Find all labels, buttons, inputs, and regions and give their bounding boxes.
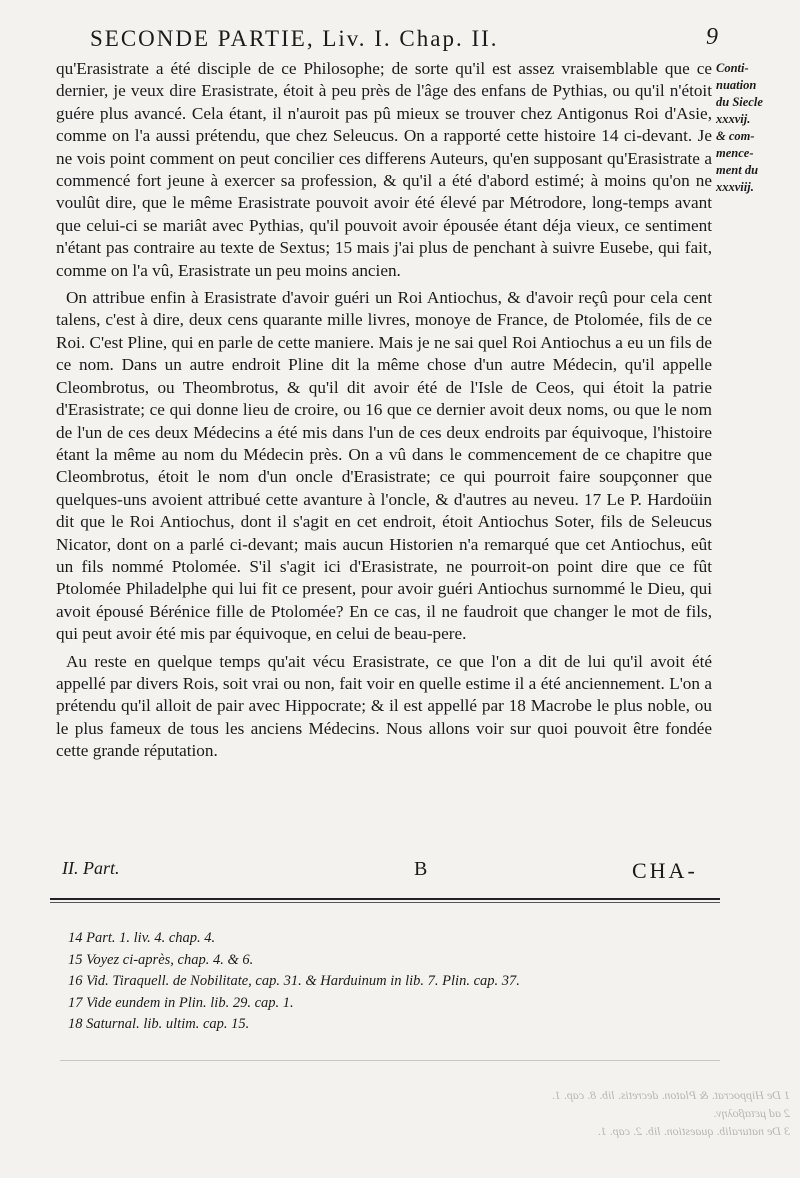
footnote: 18 Saturnal. lib. ultim. cap. 15. (68, 1016, 250, 1032)
margin-note-line: Conti- (716, 61, 749, 75)
bleed-line: 3 De naturalib. quaestion. lib. 2. cap. 1. (597, 1124, 790, 1138)
margin-note-line: nuation (716, 78, 757, 92)
body-text (56, 58, 712, 768)
margin-note-line: xxxvij. (716, 112, 751, 126)
page-number: 9 (706, 24, 718, 50)
margin-note-line: mence- (716, 146, 754, 160)
margin-note-line: ment du (716, 163, 759, 177)
bleed-line: 1 De Hippocrat. & Platon. decretis. lib. 8. cap. 1. (551, 1088, 790, 1102)
paragraph-2: On attribue enfin à Erasistrate d'avoir guéri un Roi Antiochus, & d'avoir reçû pour cela cent talens, c'est à dire, deux cens quarante mille livres, monoye de France, de Ptolomée, fils de ce Roi. C'est Pline, qui en parle de cette maniere. Mais je ne sai quel Roi Antiochus a eu un fils de ce nom. Dans un autre endroit Pline dit la même chose d'un autre Médecin, qu'il appelle Cleombrotus, ou Theombrotus, & qu'il dit avoir été de l'Isle de Ceos, qui étoit la patrie d'Erasistrate; ce qui donne lieu de croire, ou 16 que ce dernier avoit deux noms, ou que le nom de l'un de ces deux Médecins a été mis dans l'un de ces deux endroits par équivoque, l'histoire étant la même au nom du Médecin près. On a vû dans le commencement de ce chapitre que Cleombrotus, étoit le nom d'un oncle d'Erasistrate; ce qui pourroit faire soupçonner que quelques-uns avoient attribué cette avanture à l'oncle, & d'autres au neveu. 17 Le P. Hardoüin dit que le Roi Antiochus, dont il s'agit en cet endroit, étoit Antiochus Soter, fils de Seleucus Nicator, dont on a parlé ci-devant; mais aucun Historien n'a remarqué que cet Antiochus, eût un fils nommé Ptolomée. S'il s'agit ici d'Erasistrate, ne pourroit-on point dire que ce fût Ptolomée Philadelphe qui lui fit ce present, pour avoir guéri Antiochus surnommé le Dieu, qui avoit épousé Bérénice fille de Ptolomée? En ce cas, il ne faudroit que changer le mot de fils, qui peut avoir été mis par équivoque, en celui de beau-pere. (56, 288, 712, 644)
margin-note-line: & com- (716, 129, 755, 143)
bleed-through-text (470, 1086, 790, 1140)
margin-note (716, 60, 800, 196)
footnote-divider (50, 898, 720, 900)
footnote: 14 Part. 1. liv. 4. chap. 4. (68, 930, 216, 946)
footnote: 16 Vid. Tiraquell. de Nobilitate, cap. 31. & Harduinum in lib. 7. Plin. cap. 37. (68, 973, 520, 989)
footnote: 15 Voyez ci-après, chap. 4. & 6. (68, 951, 254, 968)
part-label: II. Part. (62, 858, 120, 878)
footnote-divider-thin (50, 902, 720, 903)
margin-note-line: du Siecle (716, 95, 763, 109)
footnotes (68, 928, 718, 1036)
catchword: CHA- (632, 858, 698, 883)
bleed-line: 2 ad μεταβολην. (713, 1106, 790, 1120)
signature-mark: B (414, 858, 428, 880)
footnote: 17 Vide eundem in Plin. lib. 29. cap. 1. (68, 994, 294, 1011)
paragraph-3: Au reste en quelque temps qu'ait vécu Erasistrate, ce que l'on a dit de lui qu'il avoit été appellé par divers Rois, soit vrai ou non, fait voir en quelle estime il a été anciennement. L'on a prétendu qu'il alloit de pair avec Hippocrate; & il est appellé par 18 Macrobe le plus noble, ou le plus fameux de tous les anciens Médecins. Nous allons voir sur quoi pouvoit être fondée cette grande réputation. (56, 651, 712, 761)
running-head: SECONDE PARTIE, Liv. I. Chap. II. (90, 26, 499, 51)
paragraph-1: qu'Erasistrate a été disciple de ce Philosophe; de sorte qu'il est assez vraisemblable que ce dernier, je veux dire Erasistrate, étoit à peu près de l'âge des enfans de Pythias, ou qu'il n'étoit guére plus avancé. Cela étant, il n'auroit pas pû mieux se trouver chez Antigonus Roi d'Asie, comme on l'a aussi prétendu, que chez Seleucus. On a rapporté cette histoire 14 ci-devant. Je ne vois point comment on peut concilier ces differens Auteurs, qu'en supposant qu'Erasistrate a commencé fort jeune à exercer sa profession, & qu'il a été d'abord estimé; à moins qu'on ne voulût dire, que le même Erasistrate pouvoit avoir été élevé par Métrodore, long-temps avant que celui-ci se mariât avec Pythias, qu'il pouvoit avoir épousée étant déja vieux, ce sentiment n'étant pas contraire au texte de Sextus; 15 mais j'ai plus de penchant à suivre Eusebe, qui fait, comme on l'a vû, Erasistrate un peu moins ancien. (56, 59, 712, 280)
margin-note-line: xxxviij. (716, 180, 754, 194)
bleed-rule (60, 1060, 720, 1061)
